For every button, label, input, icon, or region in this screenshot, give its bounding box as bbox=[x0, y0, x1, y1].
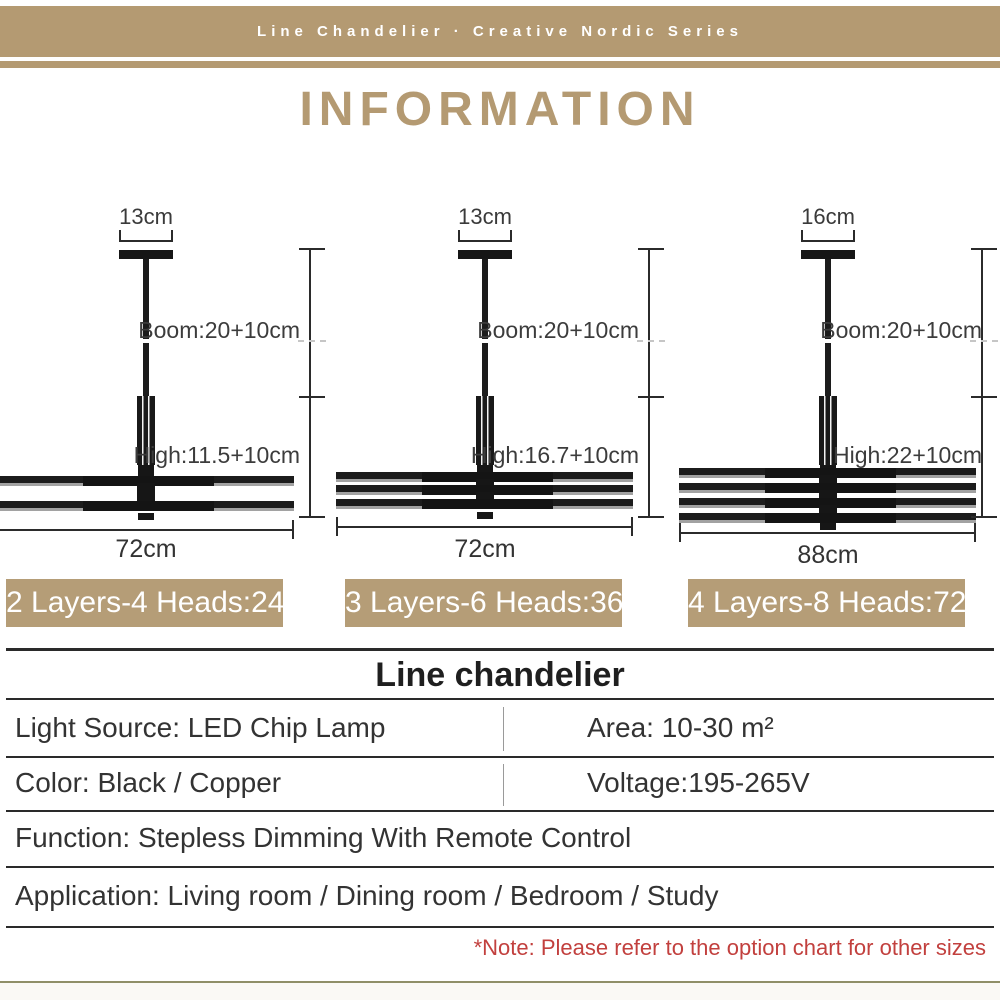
bottom-nub bbox=[138, 513, 154, 520]
layer-connector bbox=[819, 475, 837, 483]
banner-accent-strip bbox=[0, 61, 1000, 68]
table-border-bottom bbox=[6, 926, 994, 928]
dimension-tick bbox=[638, 516, 664, 518]
color-cell: Color: Black / Copper bbox=[15, 767, 282, 798]
page-title: INFORMATION bbox=[299, 83, 701, 136]
dimension-dash bbox=[637, 340, 665, 342]
dimension-dash bbox=[970, 340, 998, 342]
width-dimension-bracket bbox=[679, 532, 976, 534]
ceiling-canopy bbox=[458, 250, 512, 259]
dimension-tick bbox=[971, 516, 997, 518]
voltage-cell: Voltage:195-265V bbox=[587, 767, 810, 798]
fixture-width-label: 72cm bbox=[454, 535, 516, 563]
size-option-badge: 2 Layers-4 Heads:24W bbox=[6, 579, 283, 627]
layer-connector bbox=[819, 505, 837, 513]
size-option-badge: 3 Layers-6 Heads:36W bbox=[345, 579, 622, 627]
width-dimension-bracket bbox=[336, 526, 633, 528]
diagram-3-layers bbox=[320, 200, 650, 650]
lamp-layer bbox=[336, 499, 633, 509]
diagram-4-layers bbox=[663, 200, 993, 650]
application-cell: Application: Living room / Dining room / Bedroom / Study bbox=[15, 880, 719, 911]
dimension-tick bbox=[971, 248, 997, 250]
lamp-layer bbox=[679, 513, 976, 523]
size-option-badge: 4 Layers-8 Heads:72W bbox=[688, 579, 965, 627]
hanging-rod-lower bbox=[143, 343, 149, 396]
banner bbox=[0, 6, 1000, 57]
column-divider bbox=[503, 764, 504, 806]
dimension-tick bbox=[971, 396, 997, 398]
boom-dimension-label: Boom:20+10cm bbox=[138, 317, 300, 343]
height-dimension-line bbox=[309, 248, 311, 518]
column-divider bbox=[503, 707, 504, 751]
height-dimension-label: High:16.7+10cm bbox=[470, 442, 639, 468]
canopy-width-bracket bbox=[119, 230, 173, 242]
spec-table-title: Line chandelier bbox=[375, 656, 625, 694]
light-source-cell: Light Source: LED Chip Lamp bbox=[15, 712, 386, 743]
height-dimension-label: High:11.5+10cm bbox=[133, 442, 300, 468]
area-cell: Area: 10-30 m² bbox=[587, 712, 774, 743]
note-text: *Note: Please refer to the option chart for other sizes bbox=[473, 935, 986, 960]
hanging-rod-lower bbox=[482, 343, 488, 396]
canopy-width-bracket bbox=[458, 230, 512, 242]
layer-connector bbox=[137, 483, 155, 501]
lamp-layer bbox=[0, 501, 294, 511]
banner-title: Line Chandelier · Creative Nordic Series bbox=[257, 23, 743, 40]
diagram-2-layers bbox=[0, 200, 311, 650]
fixture-width-label: 72cm bbox=[115, 535, 177, 563]
layer-connector bbox=[476, 492, 494, 499]
canopy-width-label: 13cm bbox=[458, 204, 512, 229]
function-cell: Function: Stepless Dimming With Remote Control bbox=[15, 822, 632, 853]
canopy-width-bracket bbox=[801, 230, 855, 242]
boom-dimension-label: Boom:20+10cm bbox=[477, 317, 639, 343]
height-dimension-label: High:22+10cm bbox=[833, 442, 982, 468]
height-dimension-line bbox=[648, 248, 650, 518]
bottom-nub bbox=[820, 523, 836, 530]
width-dimension-bracket bbox=[0, 529, 294, 531]
footer-texture bbox=[0, 983, 1000, 1000]
dimension-tick bbox=[638, 396, 664, 398]
bottom-nub bbox=[477, 512, 493, 519]
ceiling-canopy bbox=[119, 250, 173, 259]
hanging-rod-lower bbox=[825, 343, 831, 396]
height-dimension-line bbox=[981, 248, 983, 518]
layer-connector bbox=[819, 490, 837, 498]
ceiling-canopy bbox=[801, 250, 855, 259]
table-border-top bbox=[6, 648, 994, 651]
dimension-tick bbox=[638, 248, 664, 250]
fixture-width-label: 88cm bbox=[797, 541, 859, 569]
boom-dimension-label: Boom:20+10cm bbox=[820, 317, 982, 343]
canopy-width-label: 13cm bbox=[119, 204, 173, 229]
canopy-width-label: 16cm bbox=[801, 204, 855, 229]
